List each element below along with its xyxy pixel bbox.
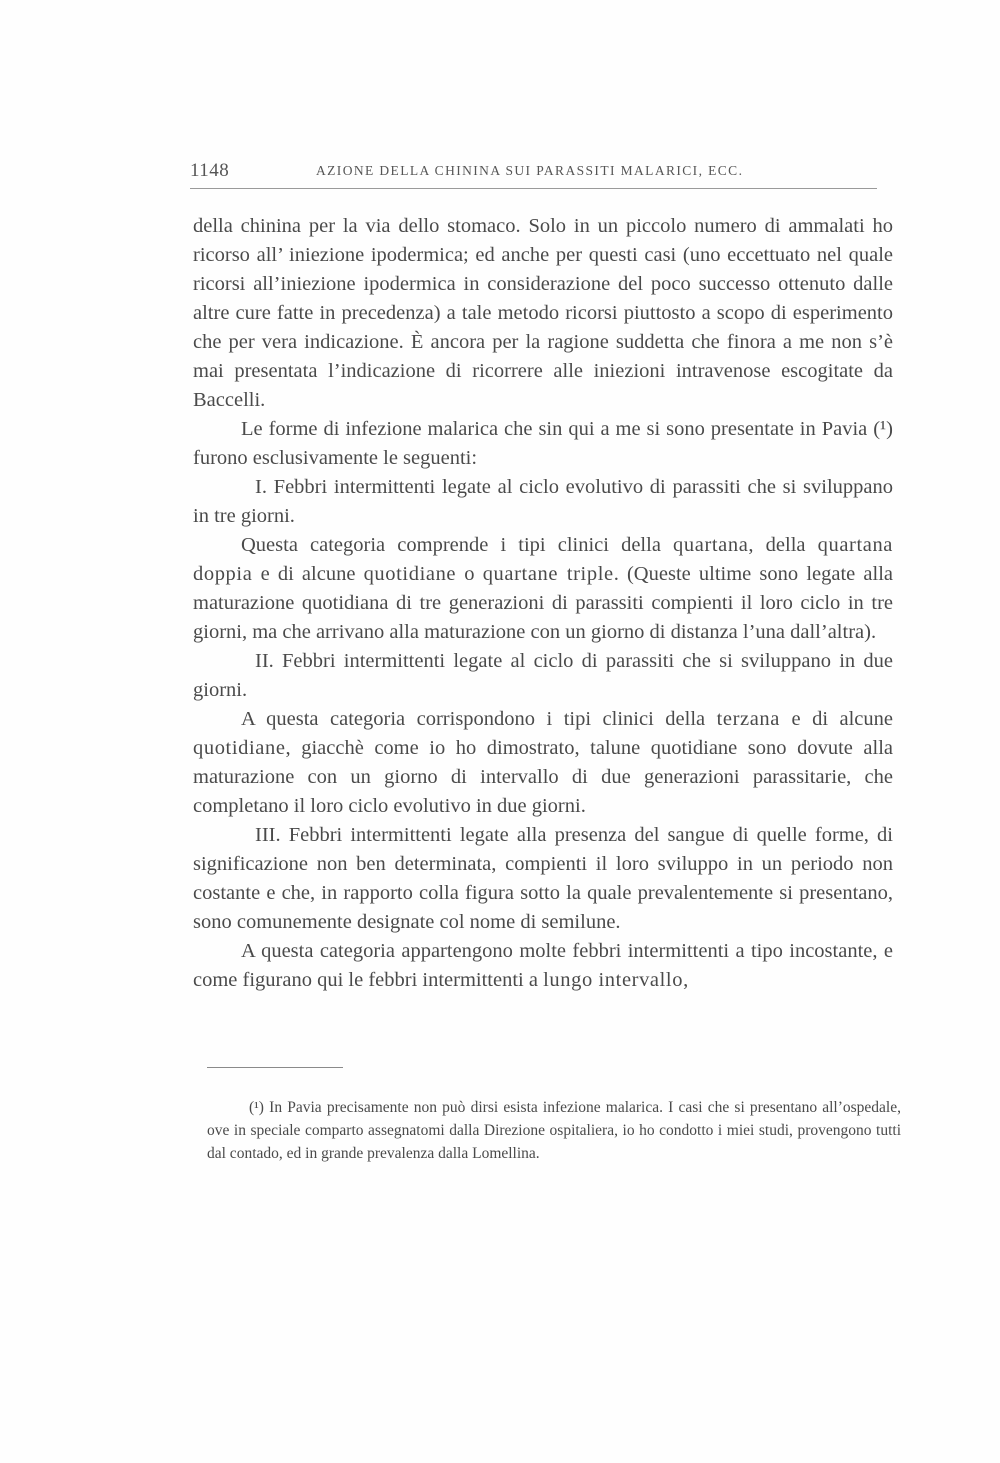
- running-title: AZIONE DELLA CHININA SUI PARASSITI MALARICI, ECC.: [316, 163, 744, 178]
- term-quartane-triple: quartane triple: [482, 563, 614, 585]
- paragraph-category-1-desc: [193, 531, 893, 647]
- paragraph-category-3-desc: [193, 937, 893, 995]
- page-number: 1148: [190, 160, 230, 181]
- term-quotidiane: quotidiane: [193, 737, 286, 759]
- footnote: [207, 1096, 901, 1165]
- footnote-divider: [207, 1067, 343, 1068]
- footnote-text: In Pavia precisamente non può dirsi esista infezione malarica. I casi che si presentano all’ospedale, ove in speciale comparto assegnatomi dalla Direzione ospitaliera, io ho condotto i miei studi, provengono tutti dal contado, ed in grande prevalenza dalla Lomellina.: [207, 1099, 901, 1162]
- term-quotidiane: quotidiane: [363, 563, 457, 585]
- text-run: A questa categoria corrispondono i tipi clinici della: [241, 708, 717, 730]
- text-run: A questa categoria appartengono molte febbri intermittenti a tipo incostante, e come figurano qui le febbri intermittenti a: [193, 940, 893, 991]
- category-2-heading: II. Febbri intermittenti legate al ciclo di parassiti che si sviluppano in due giorni.: [193, 650, 893, 701]
- text-run: ,: [683, 969, 689, 991]
- footnote-ref[interactable]: (¹): [873, 418, 894, 440]
- paragraph-2: [193, 415, 893, 473]
- term-terzana: terzana: [716, 708, 780, 730]
- category-3-heading: III. Febbri intermittenti legate alla presenza del sangue di quelle forme, di significazione non ben determinata, compienti il loro sviluppo in un periodo non costante e che, in rapporto colla figura sotto la quale prevalentemente si presentano, sono comunemente designate col nome di semilune.: [193, 824, 893, 933]
- paragraph-2-text: Le forme di infezione malarica che sin qui a me si sono presentate in Pavia: [241, 418, 868, 440]
- running-head: [190, 158, 877, 189]
- text-run: o: [456, 563, 483, 585]
- category-1-heading: I. Febbri intermittenti legate al ciclo evolutivo di parassiti che si sviluppano in tre giorni.: [193, 476, 893, 527]
- paragraph-2-rest: furono esclusivamente le seguenti:: [193, 447, 478, 469]
- text-run: e di alcune: [252, 563, 364, 585]
- text-run: , giacchè come io ho dimostrato, talune quotidiane sono dovute alla maturazione con un giorno di intervallo di due generazioni parassitarie, che completano il loro ciclo evolutivo in due giorni.: [193, 737, 893, 817]
- text-run: . (Queste ultime sono legate alla maturazione quotidiana di tre generazioni di parassiti compienti il loro ciclo in tre giorni, ma che arrivano alla maturazione con un giorno di distanza l’una dall’altra).: [193, 563, 894, 643]
- term-quartana-doppia: quartana doppia: [193, 534, 893, 585]
- text-run: , della: [748, 534, 818, 556]
- term-quartana: quartana: [673, 534, 749, 556]
- body-text: [193, 212, 893, 995]
- paragraph-1: della chinina per la via dello stomaco. Solo in un piccolo numero di ammalati ho ricorso all’ iniezione ipodermica; ed anche per questi casi (uno eccettuato nel quale ricorsi all’iniezione ipodermica in considerazione del poco successo ottenuto dalle altre cure fatte in precedenza) a tale metodo ricorsi piuttosto a scopo di esperimento che per vera indicazione. È ancora per la ragione suddetta che finora a me non s’è mai presentata l’indicazione di ricorrere alle iniezioni intravenose escogitate da Baccelli.: [193, 215, 893, 411]
- paragraph-category-2-desc: [193, 705, 893, 821]
- text-run: Questa categoria comprende i tipi clinici della: [241, 534, 674, 556]
- footnote-marker: (¹): [249, 1099, 264, 1116]
- term-lungo-intervallo: lungo intervallo: [543, 969, 684, 991]
- text-run: e di alcune: [779, 708, 893, 730]
